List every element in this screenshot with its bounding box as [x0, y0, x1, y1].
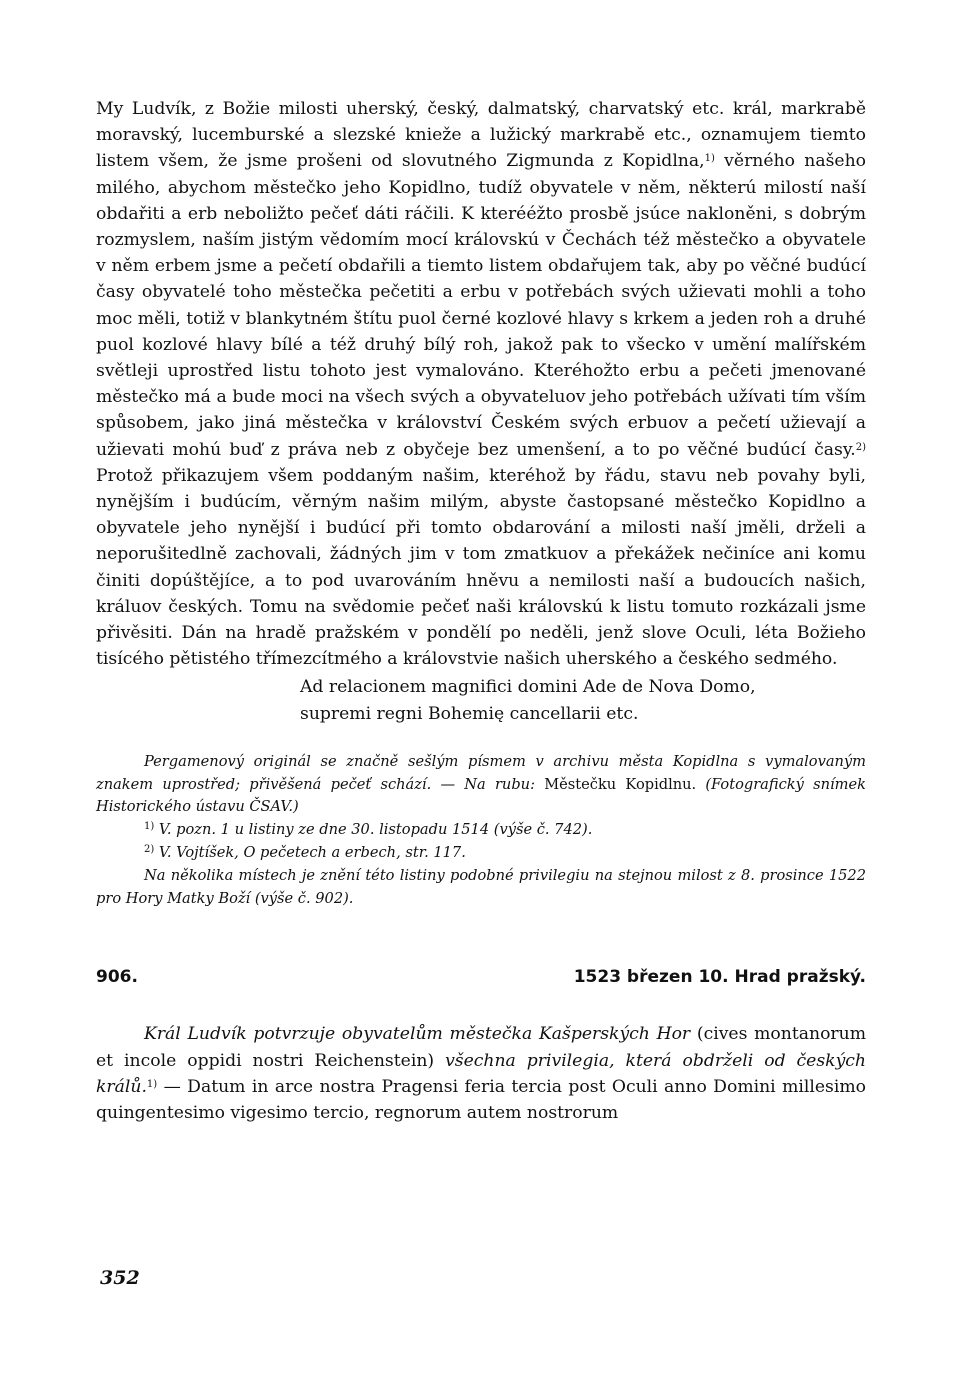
chancery-note-line: Ad relacionem magnifici domini Ade de Nova Domo, [300, 677, 756, 698]
footnote-mark: 1) [144, 821, 155, 833]
source-note-italic: Pergamenový originál se značně sešlým písmem v archivu města Kopidlna s vymalovaným znakem uprostřed; přivěšená pečeť schází. — Na rubu: [96, 752, 866, 793]
footnote-mark: 2) [144, 844, 155, 856]
source-note-roman: Městečku Kopidlnu. [535, 775, 706, 793]
footnote-text: V. Vojtíšek, O pečetech a erbech, str. 117. [154, 844, 466, 862]
editorial-notes [96, 751, 866, 911]
charter-text-part: věrného našeho milého, abychom městečko jeho Kopidlno, tudíž obyvatele v něm, některú milostí naší obdařiti a erb neboližto pečeť dáti ráčili. K kterééžto prosbě jsúce nakloněni, s dobrým rozmyslem, naším jistým vědomím mocí královskú v Čechách též městečko a obyvatele v něm erbem jsme a pečetí obdařili a tiemto listem obdařujem tak, aby po věčné budúcí časy obyvatelé toho městečka pečetiti a erbu v potřebách svých užievati mohli a toho moc měli, totiž v blankytném štítu puol černé kozlové hlavy s krkem a jeden roh a druhé puol kozlové hlavy bílé a též druhý bílý roh, jakož pak to všecko v umění malířském světleji uprostřed listu tohoto jest vymalováno. Kteréhožto erbu a pečeti jmenované městečko má a bude moci na všech svých a obyvateluov jeho potřebách užívati tím vším spůsobem, jako jiná městečka v království Českém svých erbuov a pečetí užievají a užievati mohú buď z práva neb z obyčeje bez umenšení, a to po věčné budúcí časy. [96, 151, 866, 460]
regest-roman: — Datum in arce nostra Pragensi feria tercia post Oculi anno Domini millesimo quingentesimo vigesimo tercio, regnorum autem nostrorum [96, 1076, 866, 1124]
page-number: 352 [100, 1267, 140, 1289]
footnote-2 [96, 842, 866, 865]
regest-text [96, 1021, 866, 1126]
document-page [96, 96, 866, 1143]
footnote-ref: 1) [146, 1078, 158, 1090]
comparison-note-text: Na několika místech je znění této listiny podobné privilegiu na stejnou milost z 8. prosince 1522 pro Hory Matky Boží (výše č. 902). [96, 866, 866, 907]
charter-text-part: My Ludvík, z Božie milosti uherský, český, dalmatský, charvatský etc. král, markrabě moravský, lucemburské a slezské knieže a lužický markrabě etc., oznamujem tiemto listem všem, že jsme prošeni od slovutného Zigmunda z Kopidlna, [96, 99, 866, 172]
footnote-1 [96, 819, 866, 842]
chancery-note [300, 674, 866, 726]
charter-text-part: Protož přikazujem všem poddaným našim, kteréhož by řádu, stavu neb povahy byli, nynějším i budúcím, věrným našim milým, abyste častopsané městečko Kopidlno a obyvatele jeho nynější i budúcí při tomto obdarování a milosti naší jměli, drželi a neporušitedlně zachovali, žádných jim v tom zmatkuov a překážek nečiníce ani komu činiti dopúštějíce, a to pod uvarováním hněvu a nemilosti naší a budoucích našich, králuov českých. Tomu na svědomie pečeť naši královskú k listu tomuto rozkázali jsme přivěsiti. Dán na hradě pražském v pondělí po neděli, jenž slove Oculi, léta Božieho tisícého pětistého třímezcítmého a královstvie našich uherského a českého sedmého. [96, 465, 866, 670]
footnote-ref: 1) [704, 153, 715, 165]
source-note [96, 751, 866, 819]
entry-date: 1523 březen 10. Hrad pražský. [573, 967, 866, 988]
footnote-text: V. pozn. 1 u listiny ze dne 30. listopadu 1514 (výše č. 742). [154, 821, 593, 839]
source-note-italic: (Fotografický snímek Historického ústavu ČSAV.) [96, 775, 866, 816]
regest-roman: (cives montanorum et incole oppidi nostri Reichenstein) [96, 1024, 866, 1071]
regest-italic: všechna privilegia, která obdrželi od českých králů. [96, 1050, 866, 1097]
chancery-note-line: supremi regni Bohemię cancellarii etc. [300, 703, 639, 724]
footnote-ref: 2) [855, 441, 866, 453]
entry-number: 906. [96, 967, 138, 988]
entry-heading [96, 965, 866, 989]
regest-italic: Král Ludvík potvrzuje obyvatelům městečka Kašperských Hor [144, 1024, 691, 1045]
charter-text [96, 96, 866, 672]
comparison-note [96, 865, 866, 911]
